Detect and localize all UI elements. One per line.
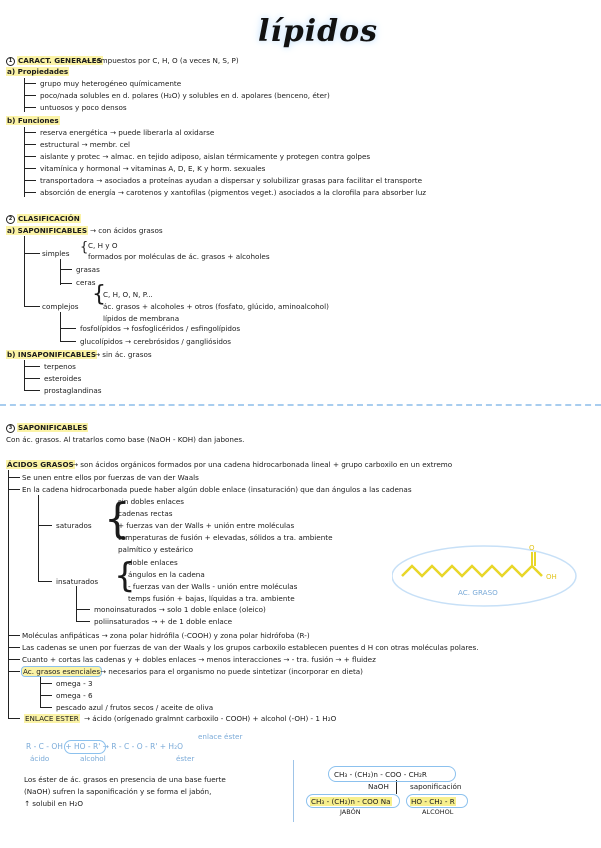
ag-line-5: Cuanto + cortas las cadenas y + dobles enlaces → menos interacciones → - tra. fusión → + fluidez [22,655,376,664]
s3-header: 3 SAPONIFICABLES [6,423,88,433]
insaturados-label: insaturados [56,577,99,586]
list-item: sin dobles enlaces [118,497,185,506]
complejos-desc: C, H, O, N, P... [103,290,153,299]
reaction-label-acid: ácido [30,754,50,763]
s1-number-icon: 1 [6,57,15,66]
simples-desc: formados por moléculas de ác. grasos + alcoholes [88,252,270,261]
list-item: untuosos y poco densos [40,103,127,112]
s2-b-rest: → sin ác. grasos [94,350,152,359]
list-item: vitamínica y hormonal → vitaminas A, D, E, K y horm. sexuales [40,164,266,173]
acidos-esenciales-heading: Ac. grasos esenciales [23,667,101,676]
acidos-grasos-heading: ÁCIDOS GRASOS [7,460,74,469]
complejos-label: complejos [42,302,79,311]
svg-text:O: O [529,544,535,552]
saponif-word: saponificación [410,782,462,791]
s2-b-heading: b) INSAPONIFICABLES [7,350,96,359]
enlace-ester-def: → ácido (orígenado gralmnt carboxilo - COOH) + alcohol (-OH) - 1 H₂O [84,714,337,723]
list-item: glucolípidos → cerebrósidos / gangliósidos [80,337,232,346]
svg-text:OH: OH [546,573,557,581]
page-title: lípidos [258,14,379,49]
simples-label: simples [42,249,70,258]
monoinsaturados: monoinsaturados → solo 1 doble enlace (oleico) [94,605,266,614]
s2-a-rest: → con ácidos grasos [90,226,163,235]
list-item: transportadora → asociados a proteínas ayudan a dispersar y solubilizar grasas para facilitar el transporte [40,176,423,185]
list-item: esteroides [44,374,82,383]
list-item: cadenas rectas [118,509,173,518]
reaction-label-alcohol: alcohol [80,754,106,763]
notes-page: lípidos 1 CARACT. GENERALES → compuestos por C, H, O (a veces N, S, P) a) Propiedades grupo muy heterogéneo químicamente poco/nada solubles en d. polares (H₂O) y solubles en d. apolares (benceno, éter) untuosos y poco densos b) Funciones reserva energética → puede liberarla al oxidarse estructural → membr. cel aislante y protec → almac. en tejido adiposo, aislan térmicamente y protegen contra golpes vitamínica y hormonal → vitaminas A, D, E, K y horm. sexuales transportadora → asociados a proteínas ayudan a dispersar y solubilizar grasas para facilitar el transporte absorción de energía → carotenos y xantofilas (pigmentos veget.) asociados a la clorofila para absorber luz 2 CLASIFICACIÓN a) SAPONIFICABLES → con ácidos grasos simples { C, H y O formados por moléculas de ác. grasos + alcoholes grasas ceras complejos { C, H, O, N, P... ác. grasos + alcoholes + otros (fosfato, glúcido, aminoalcohol) lípidos de membrana fosfolípidos → fosfoglicéridos / esfingolípidos glucolípidos → cerebrósidos / gangliósidos b) INSAPONIFICABLES → sin ác. grasos terpenos esteroides prostaglandinas 3 SAPONIFICABLES Con ác. grasos. Al tratarlos como base (NaOH - KOH) dan jabones. ÁCIDOS GRASOS → son ácidos orgánicos formados por una cadena hidrocarbonada lineal + grupo carboxilo en un extremo Se unen entre ellos por fuerzas de van der Waals En la cadena hidrocarbonada puede haber algún doble enlace (insaturación) que dan ángulos a las cadenas saturados { sin dobles enlaces cadenas rectas + fuerzas van der Walls + unión entre moléculas temperaturas de fusión + elevadas, sólidos a tra. ambiente palmítico y esteárico insaturados { doble enlaces ángulos en la cadena - fuerzas van der Walls - unión entre moléculas temps fusión + bajas, líquidas a tra. ambiente monoinsaturados → solo 1 doble enlace (oleico) poliinsaturados → + de 1 doble enlace Moléculas anfipáticas → zona polar hidrófila (-COOH) y zona polar hidrófoba (R-) Las cadenas se unen por fuerzas de van der Waals y los grupos carboxilo establecen puentes d H con otras moléculas polares. Cuanto + cortas las cadenas y + dobles enlaces → menos interacciones → - tra. fusión → + fluidez Ac. grasos esenciales → necesarios para el organismo no puede sintetizar (incorporar en dieta) omega - 3 omega - 6 pescado azul / frutos secos / aceite de oliva ENLACE ESTER → ácido (orígenado gralmnt carboxilo - COOH) + alcohol (-OH) - 1 H₂O O OH AC. GRASO R - C - OH + HO - R' → R - C - O - R' + H₂O ácido alcohol éster enlace éster Los éster de ác. grasos en presencia de una base fuerte (NaOH) sufren la saponificación y se forma el jabón, ↑ solubil en H₂O CH₃ - (CH₂)n - COO - CH₂R NaOH saponificación CH₃ - (CH₂)n - COO Na HO - CH₂ - R JABÓN ALCOHOL [0,0,601,848]
alcohol-label: ALCOHOL [422,808,454,816]
list-item: terpenos [44,362,76,371]
list-item: omega - 6 [56,691,93,700]
s1-header-rest: → compuestos por C, H, O (a veces N, S, P) [84,56,239,65]
s1-a-heading: a) Propiedades [7,67,69,76]
ag-line-3: Moléculas anfipáticas → zona polar hidrófila (-COOH) y zona polar hidrófoba (R-) [22,631,310,640]
s2-a-heading: a) SAPONIFICABLES [7,226,88,235]
s1-header: 1 CARACT. GENERALES [6,56,103,66]
acidos-esenciales-def: → necesarios para el organismo no puede sintetizar (incorporar en dieta) [100,667,363,676]
list-item: temperaturas de fusión + elevadas, sólidos a tra. ambiente [118,533,333,542]
list-item: omega - 3 [56,679,93,688]
ag-line-2: En la cadena hidrocarbonada puede haber algún doble enlace (insaturación) que dan ángulos a las cadenas [22,485,412,494]
list-item: palmítico y esteárico [118,545,194,554]
list-item: aislante y protec → almac. en tejido adiposo, aislan térmicamente y protegen contra golpes [40,152,371,161]
s2-header: 2 CLASIFICACIÓN [6,214,81,224]
ag-line-4: Las cadenas se unen por fuerzas de van der Waals y los grupos carboxilo establecen puentes d H con otras moléculas polares. [22,643,479,652]
acidos-grasos-def: → son ácidos orgánicos formados por una cadena hidrocarbonada lineal + grupo carboxilo en un extremo [72,460,453,469]
fatty-acid-diagram [392,540,582,610]
saponif-text: (NaOH) sufren la saponificación y se forma el jabón, [24,787,212,796]
complejos-desc: lípidos de membrana [103,314,180,323]
list-item: doble enlaces [128,558,178,567]
list-item: grasas [76,265,100,274]
saturados-label: saturados [56,521,92,530]
jabon-label: JABÓN [340,808,361,816]
ester-reaction: R - C - OH + HO - R' → R - C - O - R' + H₂O [26,742,183,751]
list-item: grupo muy heterogéneo químicamente [40,79,182,88]
saponif-reactant: CH₃ - (CH₂)n - COO - CH₂R [334,770,427,779]
saponif-naoh: NaOH [368,782,389,791]
list-item: ángulos en la cadena [128,570,205,579]
simples-desc: C, H y O [88,241,118,250]
list-item: + fuerzas van der Walls + unión entre moléculas [118,521,295,530]
list-item: estructural → membr. cel [40,140,130,149]
saponif-text: Los éster de ác. grasos en presencia de una base fuerte [24,775,226,784]
s2-number-icon: 2 [6,215,15,224]
list-item: temps fusión + bajas, líquidas a tra. ambiente [128,594,295,603]
enlace-ester-heading: ENLACE ESTER [25,714,79,723]
list-item: absorción de energía → carotenos y xantofilas (pigmentos veget.) asociados a la clorofila para absorber luz [40,188,427,197]
list-item: ceras [76,278,96,287]
reaction-label-ester: éster [176,754,195,763]
list-item: prostaglandinas [44,386,102,395]
reaction-label-ester-bond: enlace éster [198,732,243,741]
saponif-alcohol: HO - CH₂ - R [411,797,455,806]
list-item: pescado azul / frutos secos / aceite de oliva [56,703,214,712]
s1-b-heading: b) Funciones [7,116,59,125]
list-item: - fuerzas van der Walls - unión entre moléculas [128,582,298,591]
section-divider [0,404,601,406]
list-item: poco/nada solubles en d. polares (H₂O) y solubles en d. apolares (benceno, éter) [40,91,330,100]
s3-number-icon: 3 [6,424,15,433]
complejos-desc: ác. grasos + alcoholes + otros (fosfato, glúcido, aminoalcohol) [103,302,329,311]
list-item: reserva energética → puede liberarla al oxidarse [40,128,215,137]
s3-intro: Con ác. grasos. Al tratarlos como base (NaOH - KOH) dan jabones. [6,435,245,444]
saponif-soap: CH₃ - (CH₂)n - COO Na [311,797,391,806]
poliinsaturados: poliinsaturados → + de 1 doble enlace [94,617,233,626]
ag-line-1: Se unen entre ellos por fuerzas de van der Waals [22,473,199,482]
fatty-acid-label: AC. GRASO [458,588,498,597]
list-item: fosfolípidos → fosfoglicéridos / esfingolípidos [80,324,241,333]
saponif-text: ↑ solubil en H₂O [24,799,84,808]
